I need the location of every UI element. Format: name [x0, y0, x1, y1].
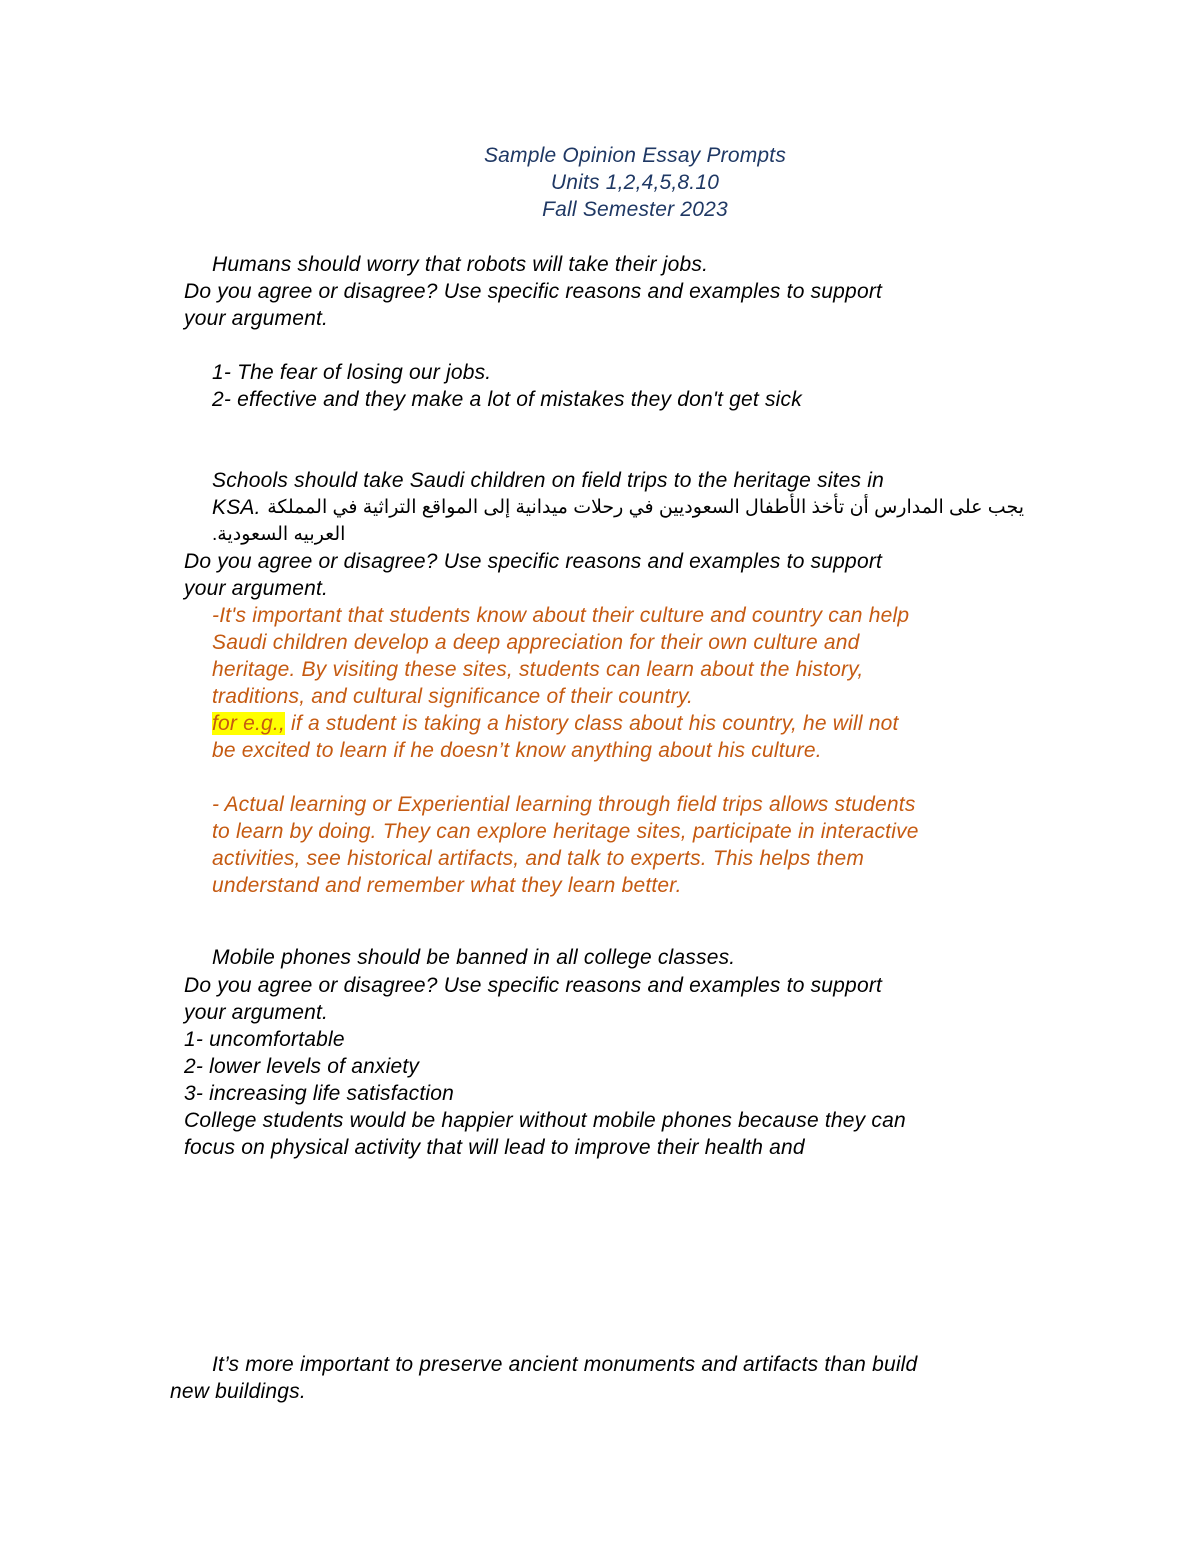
prompt2-arabic-line1: يجب على المدارس أن تأخذ الأطفال السعوديين في رحلات ميدانية إلى المواقع التراثية في المملكة	[267, 497, 1024, 518]
prompt2-answer2-line1: - Actual learning or Experiential learning through field trips allows students	[212, 793, 916, 816]
prompt2-arabic-line2: العربيه السعودية.	[212, 524, 346, 545]
prompt2-answer1-line2: Saudi children develop a deep appreciation for their own culture and	[212, 631, 860, 654]
prompt3-point2: 2- lower levels of anxiety	[184, 1055, 420, 1078]
prompt2-answer1-line1: -It's important that students know about their culture and country can help	[212, 604, 910, 627]
prompt3-point1: 1- uncomfortable	[184, 1028, 345, 1051]
document-title: Sample Opinion Essay Prompts	[483, 144, 787, 167]
document-units: Units 1,2,4,5,8.10	[550, 171, 720, 194]
prompt2-statement-line2: KSA.	[212, 496, 261, 519]
prompt3-question-line1: Do you agree or disagree? Use specific reasons and examples to support	[184, 974, 883, 997]
prompt2-example-line2: be excited to learn if he doesn’t know anything about his culture.	[212, 739, 822, 762]
prompt2-answer2-line4: understand and remember what they learn better.	[212, 874, 682, 897]
prompt3-conclusion-line1: College students would be happier without mobile phones because they can	[184, 1109, 906, 1132]
prompt3-statement: Mobile phones should be banned in all college classes.	[212, 946, 736, 969]
example-rest: if a student is taking a history class about his country, he will not	[285, 712, 899, 735]
prompt1-question-line2: your argument.	[184, 307, 329, 330]
prompt2-example-line1	[212, 710, 899, 737]
document-semester: Fall Semester 2023	[542, 198, 728, 221]
prompt1-point2: 2- effective and they make a lot of mistakes they don't get sick	[212, 388, 802, 411]
prompt2-statement-line1: Schools should take Saudi children on field trips to the heritage sites in	[212, 469, 885, 492]
prompt1-point1: 1- The fear of losing our jobs.	[212, 361, 492, 384]
example-highlight: for e.g.,	[212, 712, 286, 735]
prompt1-question-line1: Do you agree or disagree? Use specific reasons and examples to support	[184, 280, 883, 303]
prompt2-answer1-line4: traditions, and cultural significance of their country.	[212, 685, 694, 708]
prompt3-conclusion-line2: focus on physical activity that will lead to improve their health and	[184, 1136, 805, 1159]
prompt2-answer1-line3: heritage. By visiting these sites, students can learn about the history,	[212, 658, 864, 681]
prompt2-answer2-line3: activities, see historical artifacts, and talk to experts. This helps them	[212, 847, 865, 870]
prompt2-question-line2: your argument.	[184, 577, 329, 600]
prompt4-statement-line1: It’s more important to preserve ancient monuments and artifacts than build	[212, 1353, 918, 1376]
prompt3-point3: 3- increasing life satisfaction	[184, 1082, 454, 1105]
prompt2-question-line1: Do you agree or disagree? Use specific reasons and examples to support	[184, 550, 883, 573]
prompt2-answer2-line2: to learn by doing. They can explore heritage sites, participate in interactive	[212, 820, 919, 843]
prompt3-question-line2: your argument.	[184, 1001, 329, 1024]
prompt4-statement-line2: new buildings.	[170, 1380, 306, 1403]
prompt1-statement: Humans should worry that robots will take their jobs.	[212, 253, 709, 276]
